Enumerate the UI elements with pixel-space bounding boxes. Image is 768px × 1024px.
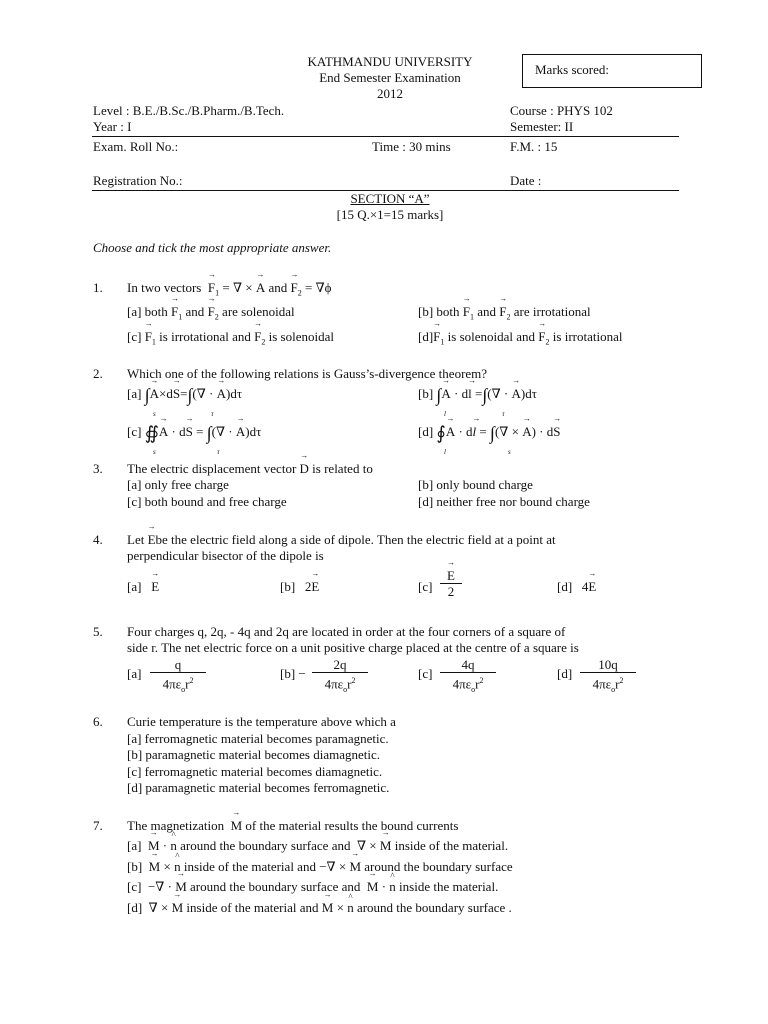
section-marks: [15 Q.×1=15 marks] <box>336 207 444 222</box>
q5-stem-line1: Four charges q, 2q, - 4q and 2q are located in order at the four corners of a square of <box>127 624 566 639</box>
q6-option-a[interactable]: [a] ferromagnetic material becomes paramagnetic. <box>127 731 389 746</box>
q4-option-a[interactable]: [a] → E <box>127 579 159 595</box>
instruction-text: Choose and tick the most appropriate answer. <box>93 240 332 255</box>
q4-option-c-fraction: → $\frac{E}{2}$ <box>440 568 462 599</box>
marks-scored-label: Marks scored: <box>535 62 610 77</box>
q2-option-a[interactable]: [a] ∫→ A×d→ S=∫(∇ · → A)dτ s τ <box>127 386 242 403</box>
roll-field: Exam. Roll No.: <box>93 139 179 154</box>
section-title: SECTION “A” <box>350 191 430 206</box>
university-name: KATHMANDU UNIVERSITY <box>307 54 473 69</box>
q7-option-d[interactable]: [d] ∇ × → M inside of the material and → M × ^ n around the boundary surface . <box>127 900 512 916</box>
q7-stem: The magnetization → M of the material results the bound currents <box>127 818 458 834</box>
exam-title: End Semester Examination <box>319 70 461 85</box>
q7-option-b[interactable]: [b] → M × ^ n inside of the material and −∇ × → M around the boundary surface <box>127 859 513 875</box>
q5-option-b-fraction: 2q $4\pi\varepsilon_or^2$ <box>312 657 368 697</box>
q4-number: 4. <box>93 532 103 547</box>
q5-option-b[interactable]: [b] − <box>280 666 306 681</box>
q2-option-c[interactable]: [c] ∯→ A · d→ S = ∫(∇ · → A)dτ s τ <box>127 424 261 441</box>
course-field: Course : PHYS 102 <box>510 103 613 118</box>
q1-number: 1. <box>93 280 103 295</box>
q7-option-a[interactable]: [a] → M · ^ n around the boundary surface and ∇ × → M inside of the material. <box>127 838 508 854</box>
level-field: Level : B.E./B.Sc./B.Pharm./B.Tech. <box>93 103 285 118</box>
header-divider-top <box>92 136 679 137</box>
q6-number: 6. <box>93 714 103 729</box>
exam-year: 2012 <box>377 86 403 101</box>
q1-option-c[interactable]: $[c] \to F_1$ is irrotational and → $F_2$ is solenoidal <box>127 329 334 351</box>
q5-option-a[interactable]: [a] <box>127 666 142 681</box>
q3-option-c[interactable]: [c] both bound and free charge <box>127 494 287 509</box>
q5-option-a-fraction: q $4\pi\varepsilon_or^2$ <box>150 657 206 697</box>
q2-option-b[interactable]: [b] ∫→ A · d→ l =∫(∇ · → A)dτ l τ <box>418 386 537 403</box>
fm-field: F.M. : 15 <box>510 139 558 154</box>
q1-option-a[interactable]: [a] both → $F_1$ and → $F_2$ are solenoidal <box>127 304 295 326</box>
q1-stem: In two vectors → $F_1$ = ∇ × → A and → $F_2 = \nabla\phi$ <box>127 280 332 302</box>
semester-field: Semester: II <box>510 119 574 134</box>
q5-stem-line2: side r. The net electric force on a unit positive charge placed at the centre of a square is <box>127 640 579 655</box>
registration-field: Registration No.: <box>93 173 183 188</box>
q1-option-b[interactable]: [b] both → $F_1$ and → $F_2$ are irrotational <box>418 304 591 326</box>
q3-option-a[interactable]: [a] only free charge <box>127 477 229 492</box>
q4-option-c[interactable]: [c] <box>418 579 433 594</box>
q7-number: 7. <box>93 818 103 833</box>
q2-option-d[interactable]: [d] ∮→ A · d→ l = ∫(∇ × → A) · d→ S l s <box>418 424 561 441</box>
q5-option-d[interactable]: [d] <box>557 666 573 681</box>
q5-number: 5. <box>93 624 103 639</box>
q5-option-c-fraction: 4q $4\pi\varepsilon_or^2$ <box>440 657 496 697</box>
marks-scored-box <box>522 54 702 88</box>
q5-option-d-fraction: 10q $4\pi\varepsilon_or^2$ <box>580 657 636 697</box>
q6-option-d[interactable]: [d] paramagnetic material becomes ferromagnetic. <box>127 780 390 795</box>
q2-number: 2. <box>93 366 103 381</box>
q6-option-c[interactable]: [c] ferromagnetic material becomes diamagnetic. <box>127 764 383 779</box>
date-field: Date : <box>510 173 542 188</box>
q6-option-b[interactable]: [b] paramagnetic material becomes diamagnetic. <box>127 747 381 762</box>
q6-stem: Curie temperature is the temperature above which a <box>127 714 396 729</box>
q7-option-c[interactable]: [c] −∇ · → M around the boundary surface and → M · ^ n inside the material. <box>127 879 498 895</box>
q3-option-d[interactable]: [d] neither free nor bound charge <box>418 494 590 509</box>
year-field: Year : I <box>93 119 132 134</box>
q4-option-b[interactable]: [b] 2→ E <box>280 579 319 595</box>
q5-option-c[interactable]: [c] <box>418 666 433 681</box>
q4-option-d[interactable]: [d] 4→ E <box>557 579 596 595</box>
q3-number: 3. <box>93 461 103 476</box>
q1-option-d[interactable]: $[d]\to F_1$ is solenoidal and → $F_2$ is irrotational <box>418 329 622 351</box>
q3-option-b[interactable]: [b] only bound charge <box>418 477 533 492</box>
q3-stem: The electric displacement vector → D is related to <box>127 461 373 477</box>
q4-stem-line2: perpendicular bisector of the dipole is <box>127 548 324 563</box>
q4-stem-line1: Let → Ebe the electric field along a side of dipole. Then the electric field at a point at <box>127 532 556 548</box>
q2-stem: Which one of the following relations is Gauss’s-divergence theorem? <box>127 366 488 381</box>
time-field: Time : 30 mins <box>372 139 451 154</box>
